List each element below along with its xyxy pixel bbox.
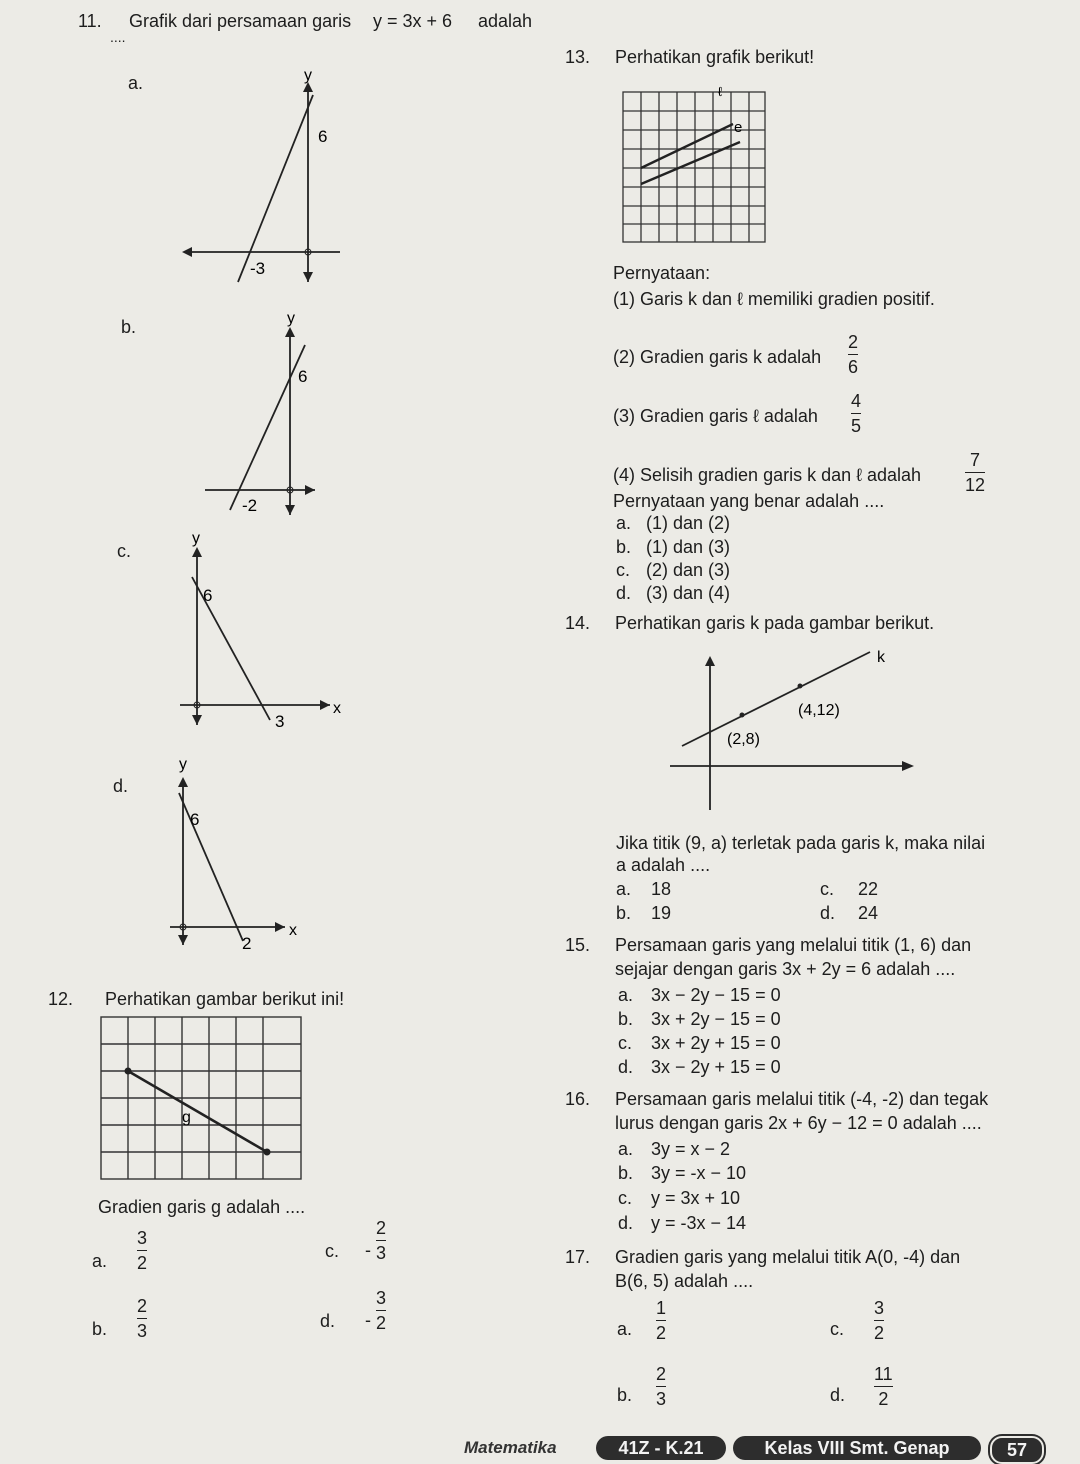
q11-b-y-value: 6 — [298, 367, 308, 386]
q13-option-c-text: (2) dan (3) — [646, 560, 731, 580]
q13-option-b-text: (1) dan (3) — [646, 537, 731, 557]
q14-option-a-label: a. — [616, 879, 632, 899]
q12-option-a-label: a. — [92, 1251, 108, 1271]
q11-c-y-label: y — [192, 530, 200, 547]
q14-option-a-text: 18 — [651, 879, 672, 899]
q12-number: 12. — [48, 989, 74, 1009]
q17-a-den: 2 — [656, 1323, 667, 1343]
q15-line-1: Persamaan garis yang melalui titik (1, 6) dan — [615, 935, 972, 955]
q17-line-2: B(6, 5) adalah .... — [615, 1271, 754, 1291]
q13-s4-num: 7 — [970, 450, 981, 470]
q14-prompt-1: Jika titik (9, a) terletak pada garis k, maka nilai — [616, 833, 986, 853]
q11-graph-c — [170, 525, 360, 740]
q11-a-y-label: y — [304, 67, 312, 84]
q17-option-d-label: d. — [830, 1385, 846, 1405]
q11-option-d-label: d. — [113, 776, 129, 796]
q17-option-d-fraction — [874, 1364, 893, 1409]
q13-s3-fraction — [851, 391, 861, 436]
q11-text-before: Grafik dari persamaan garis — [129, 11, 352, 31]
q13-line-k-label: ℓ — [718, 84, 723, 99]
q17-option-b-fraction — [656, 1364, 666, 1409]
q11-c-x-value: 3 — [275, 712, 285, 731]
q13-statement-2: (2) Gradien garis k adalah — [613, 347, 822, 367]
q13-s4-fraction — [965, 450, 985, 495]
q12-a-num: 3 — [137, 1228, 148, 1248]
q16-number: 16. — [565, 1089, 591, 1109]
q15-option-a-text: 3x − 2y − 15 = 0 — [651, 985, 781, 1005]
q11-c-x-axis-label: x — [333, 700, 341, 717]
q12-d-den: 2 — [376, 1313, 387, 1333]
q13-number: 13. — [565, 47, 591, 67]
q13-option-d-label: d. — [616, 583, 632, 603]
q17-b-den: 3 — [656, 1389, 667, 1409]
q11-b-x-value: -2 — [242, 496, 258, 515]
q13-option-a-label: a. — [616, 513, 632, 533]
q17-number: 17. — [565, 1247, 591, 1267]
q11-d-y-value: 6 — [190, 810, 200, 829]
q15-option-b-text: 3x + 2y − 15 = 0 — [651, 1009, 781, 1029]
q15-line-2: sejajar dengan garis 3x + 2y = 6 adalah .... — [615, 959, 956, 979]
q11-equation: y = 3x + 6 — [373, 11, 453, 31]
q14-number: 14. — [565, 613, 591, 633]
q11-option-b-label: b. — [121, 317, 137, 337]
q14-option-b-label: b. — [616, 903, 632, 923]
q11-option-a-label: a. — [128, 73, 144, 93]
q17-option-c-fraction — [874, 1298, 884, 1343]
q11-graph-d — [165, 755, 315, 960]
q17-option-c-label: c. — [830, 1319, 845, 1339]
q13-s4-den: 12 — [965, 475, 986, 495]
page-footer — [440, 1436, 1080, 1460]
q13-statements-title: Pernyataan: — [613, 263, 711, 283]
q15-option-d-text: 3x − 2y + 15 = 0 — [651, 1057, 781, 1077]
q12-text: Perhatikan gambar berikut ini! — [105, 989, 345, 1009]
q12-line-label: g — [182, 1109, 191, 1126]
q15-option-a-label: a. — [618, 985, 634, 1005]
q16-option-a-label: a. — [618, 1139, 634, 1159]
q14-option-d-text: 24 — [858, 903, 879, 923]
q12-c-den: 3 — [376, 1243, 387, 1263]
q13-s2-num: 2 — [848, 332, 859, 352]
q17-option-b-label: b. — [617, 1385, 633, 1405]
q14-option-d-label: d. — [820, 903, 836, 923]
q12-option-d-sign: - — [365, 1310, 371, 1330]
q12-a-den: 2 — [137, 1253, 148, 1273]
q12-option-b-fraction — [137, 1296, 147, 1341]
q13-text: Perhatikan grafik berikut! — [615, 47, 815, 67]
q12-option-b-label: b. — [92, 1319, 108, 1339]
q12-option-c-fraction — [376, 1218, 386, 1263]
q13-s2-den: 6 — [848, 357, 859, 377]
q13-line-l-label: e — [734, 119, 743, 136]
q13-s2-fraction — [848, 332, 858, 377]
q16-option-b-label: b. — [618, 1163, 634, 1183]
q12-d-num: 3 — [376, 1288, 387, 1308]
q17-d-num: 11 — [874, 1364, 893, 1384]
q11-d-x-value: 2 — [242, 934, 252, 953]
q11-graph-b — [190, 305, 330, 520]
q17-d-den: 2 — [878, 1389, 889, 1409]
q16-option-c-text: y = 3x + 10 — [651, 1188, 741, 1208]
q14-option-c-text: 22 — [858, 879, 879, 899]
q11-a-x-value: -3 — [250, 259, 266, 278]
q12-grid-figure — [98, 1014, 304, 1184]
q13-statement-4: (4) Selisih gradien garis k dan ℓ adalah — [613, 465, 921, 485]
q13-option-c-label: c. — [616, 560, 631, 580]
q15-option-c-label: c. — [618, 1033, 633, 1053]
q14-point2: (2,8) — [727, 731, 760, 748]
q13-grid-figure — [620, 84, 770, 246]
q16-line-1: Persamaan garis melalui titik (-4, -2) dan tegak — [615, 1089, 989, 1109]
q11-ellipsis: .... — [110, 29, 126, 45]
q11-graph-a — [170, 60, 350, 290]
q14-prompt-2: a adalah .... — [616, 855, 711, 875]
q12-c-num: 2 — [376, 1218, 387, 1238]
q13-s3-num: 4 — [851, 391, 862, 411]
q12-b-num: 2 — [137, 1296, 148, 1316]
q14-option-c-label: c. — [820, 879, 835, 899]
q13-option-b-label: b. — [616, 537, 632, 557]
footer-page-number: 57 — [990, 1436, 1044, 1464]
q14-figure — [670, 640, 930, 815]
footer-subject: Matematika — [464, 1438, 557, 1457]
q11-text-after: adalah — [478, 11, 533, 31]
q12-option-c-sign: - — [365, 1240, 371, 1260]
q13-statement-1: (1) Garis k dan ℓ memiliki gradien positif. — [613, 289, 935, 309]
q14-point1: (4,12) — [798, 702, 840, 719]
q14-text: Perhatikan garis k pada gambar berikut. — [615, 613, 935, 633]
q16-option-d-text: y = -3x − 14 — [651, 1213, 747, 1233]
q17-b-num: 2 — [656, 1364, 667, 1384]
q11-c-y-value: 6 — [203, 586, 213, 605]
q12-option-d-fraction — [376, 1288, 386, 1333]
q13-option-d-text: (3) dan (4) — [646, 583, 731, 603]
q16-option-c-label: c. — [618, 1188, 633, 1208]
q13-prompt: Pernyataan yang benar adalah .... — [613, 491, 885, 511]
q17-c-num: 3 — [874, 1298, 885, 1318]
q15-number: 15. — [565, 935, 591, 955]
q12-option-d-label: d. — [320, 1311, 336, 1331]
q16-option-d-label: d. — [618, 1213, 634, 1233]
q12-prompt: Gradien garis g adalah .... — [98, 1197, 306, 1217]
q12-option-a-fraction — [137, 1228, 147, 1273]
q17-option-a-fraction — [656, 1298, 666, 1343]
q11-d-y-label: y — [179, 756, 187, 773]
q15-option-d-label: d. — [618, 1057, 634, 1077]
footer-code: 41Z - K.21 — [596, 1436, 726, 1460]
q13-option-a-text: (1) dan (2) — [646, 513, 731, 533]
q15-option-c-text: 3x + 2y + 15 = 0 — [651, 1033, 781, 1053]
q14-option-b-text: 19 — [651, 903, 672, 923]
q17-line-1: Gradien garis yang melalui titik A(0, -4) dan — [615, 1247, 961, 1267]
q16-option-a-text: 3y = x − 2 — [651, 1139, 731, 1159]
q14-line-label: k — [877, 649, 885, 666]
q16-line-2: lurus dengan garis 2x + 6y − 12 = 0 adalah .... — [615, 1113, 982, 1133]
q17-c-den: 2 — [874, 1323, 885, 1343]
q11-a-y-value: 6 — [318, 127, 328, 146]
q11-option-c-label: c. — [117, 541, 132, 561]
q13-s3-den: 5 — [851, 416, 862, 436]
q16-option-b-text: 3y = -x − 10 — [651, 1163, 747, 1183]
q12-option-c-label: c. — [325, 1241, 340, 1261]
q12-b-den: 3 — [137, 1321, 148, 1341]
q11-number: 11. — [78, 11, 102, 31]
q17-option-a-label: a. — [617, 1319, 633, 1339]
q17-a-num: 1 — [656, 1298, 667, 1318]
q11-d-x-axis-label: x — [289, 922, 297, 939]
q13-statement-3: (3) Gradien garis ℓ adalah — [613, 406, 818, 426]
q11-b-y-label: y — [287, 310, 295, 327]
footer-grade: Kelas VIII Smt. Genap — [733, 1436, 981, 1460]
q15-option-b-label: b. — [618, 1009, 634, 1029]
